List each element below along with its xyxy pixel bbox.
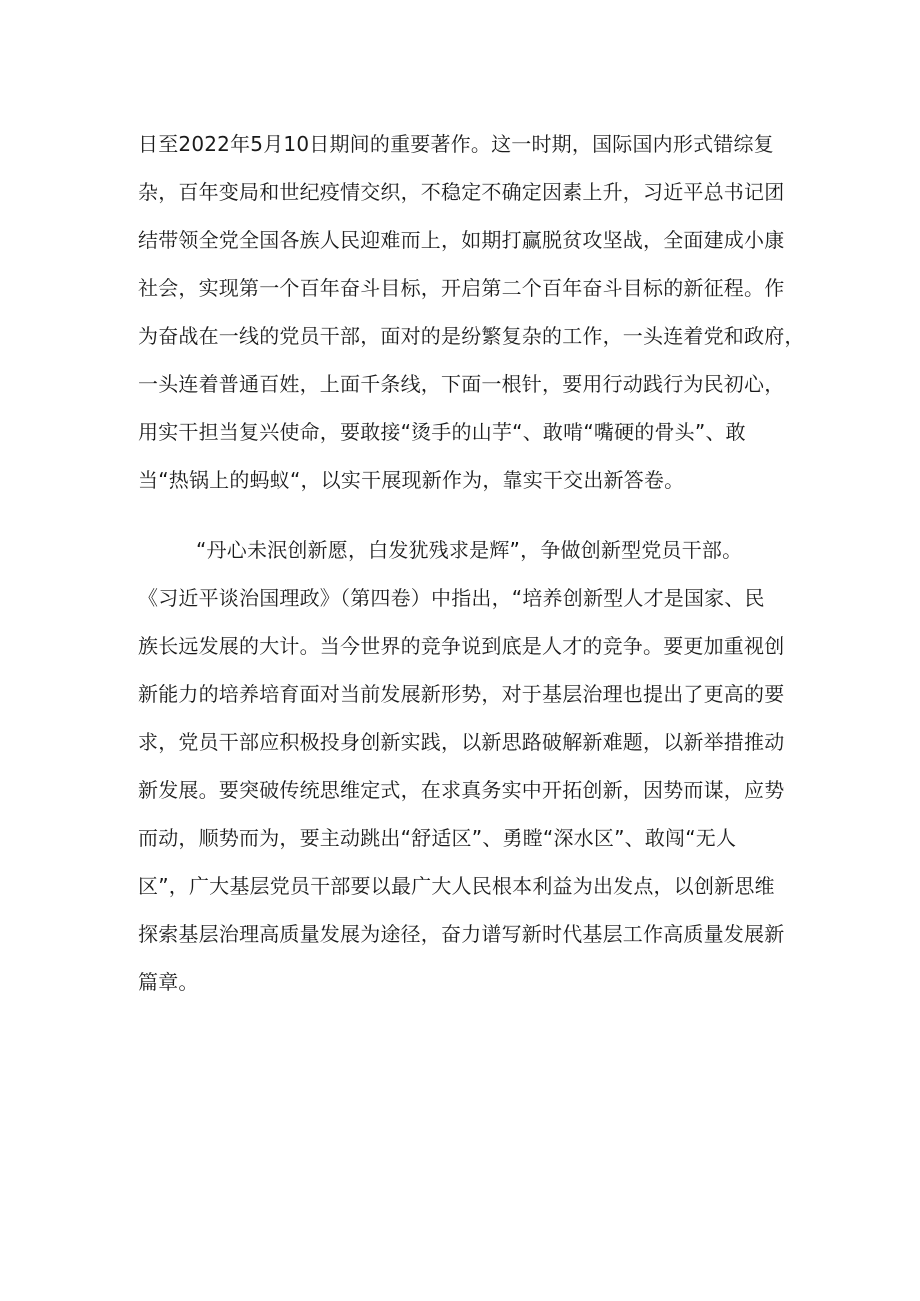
paragraph-line: 结带领全党全国各族人民迎难而上，如期打赢脱贫攻坚战，全面建成小康 [138, 228, 785, 252]
paragraph-line: 区”，广大基层党员干部要以最广大人民根本利益为出发点，以创新思维 [138, 874, 775, 898]
paragraph-line: 日至2022年5月10日期间的重要著作。这一时期，国际国内形式错综复 [138, 132, 774, 156]
paragraph-line: 一头连着普通百姓，上面千条线，下面一根针，要用行动践行为民初心， [138, 372, 785, 396]
paragraph-line: 新发展。要突破传统思维定式，在求真务实中开拓创新，因势而谋，应势 [138, 778, 785, 802]
paragraph-line: 社会，实现第一个百年奋斗目标，开启第二个百年奋斗目标的新征程。作 [138, 276, 785, 300]
paragraph-line: 用实干担当复兴使命，要敢接“烫手的山芋“、敢啃“嘴硬的骨头”、敢 [138, 420, 746, 444]
paragraph-line: 而动，顺势而为，要主动跳出“舒适区”、勇瞠“深水区”、敢闯“无人 [138, 826, 737, 850]
paragraph-line: 当“热锅上的蚂蚁“，以实干展现新作为，靠实干交出新答卷。 [138, 468, 685, 492]
paragraph-line: 《习近平谈治国理政》（第四卷）中指出，“培养创新型人才是国家、民 [138, 586, 765, 610]
paragraph-line: 为奋战在一线的党员干部，面对的是纷繁复杂的工作，一头连着党和政府， [138, 324, 805, 348]
paragraph-line: 探索基层治理高质量发展为途径，奋力谱写新时代基层工作高质量发展新 [138, 922, 785, 946]
paragraph-line: 新能力的培养培育面对当前发展新形势，对于基层治理也提出了更高的要 [138, 682, 785, 706]
paragraph-line: 族长远发展的大计。当今世界的竞争说到底是人才的竞争。要更加重视创 [138, 634, 785, 658]
paragraph-line: 篇章。 [138, 970, 199, 994]
paragraph-line: 求，党员干部应积极投身创新实践，以新思路破解新难题，以新举措推动 [138, 730, 785, 754]
paragraph-line: 杂，百年变局和世纪疫情交织，不稳定不确定因素上升，习近平总书记团 [138, 180, 785, 204]
paragraph-heading-line: “丹心未泯创新愿，白发犹残求是辉”，争做创新型党员干部。 [196, 538, 743, 562]
